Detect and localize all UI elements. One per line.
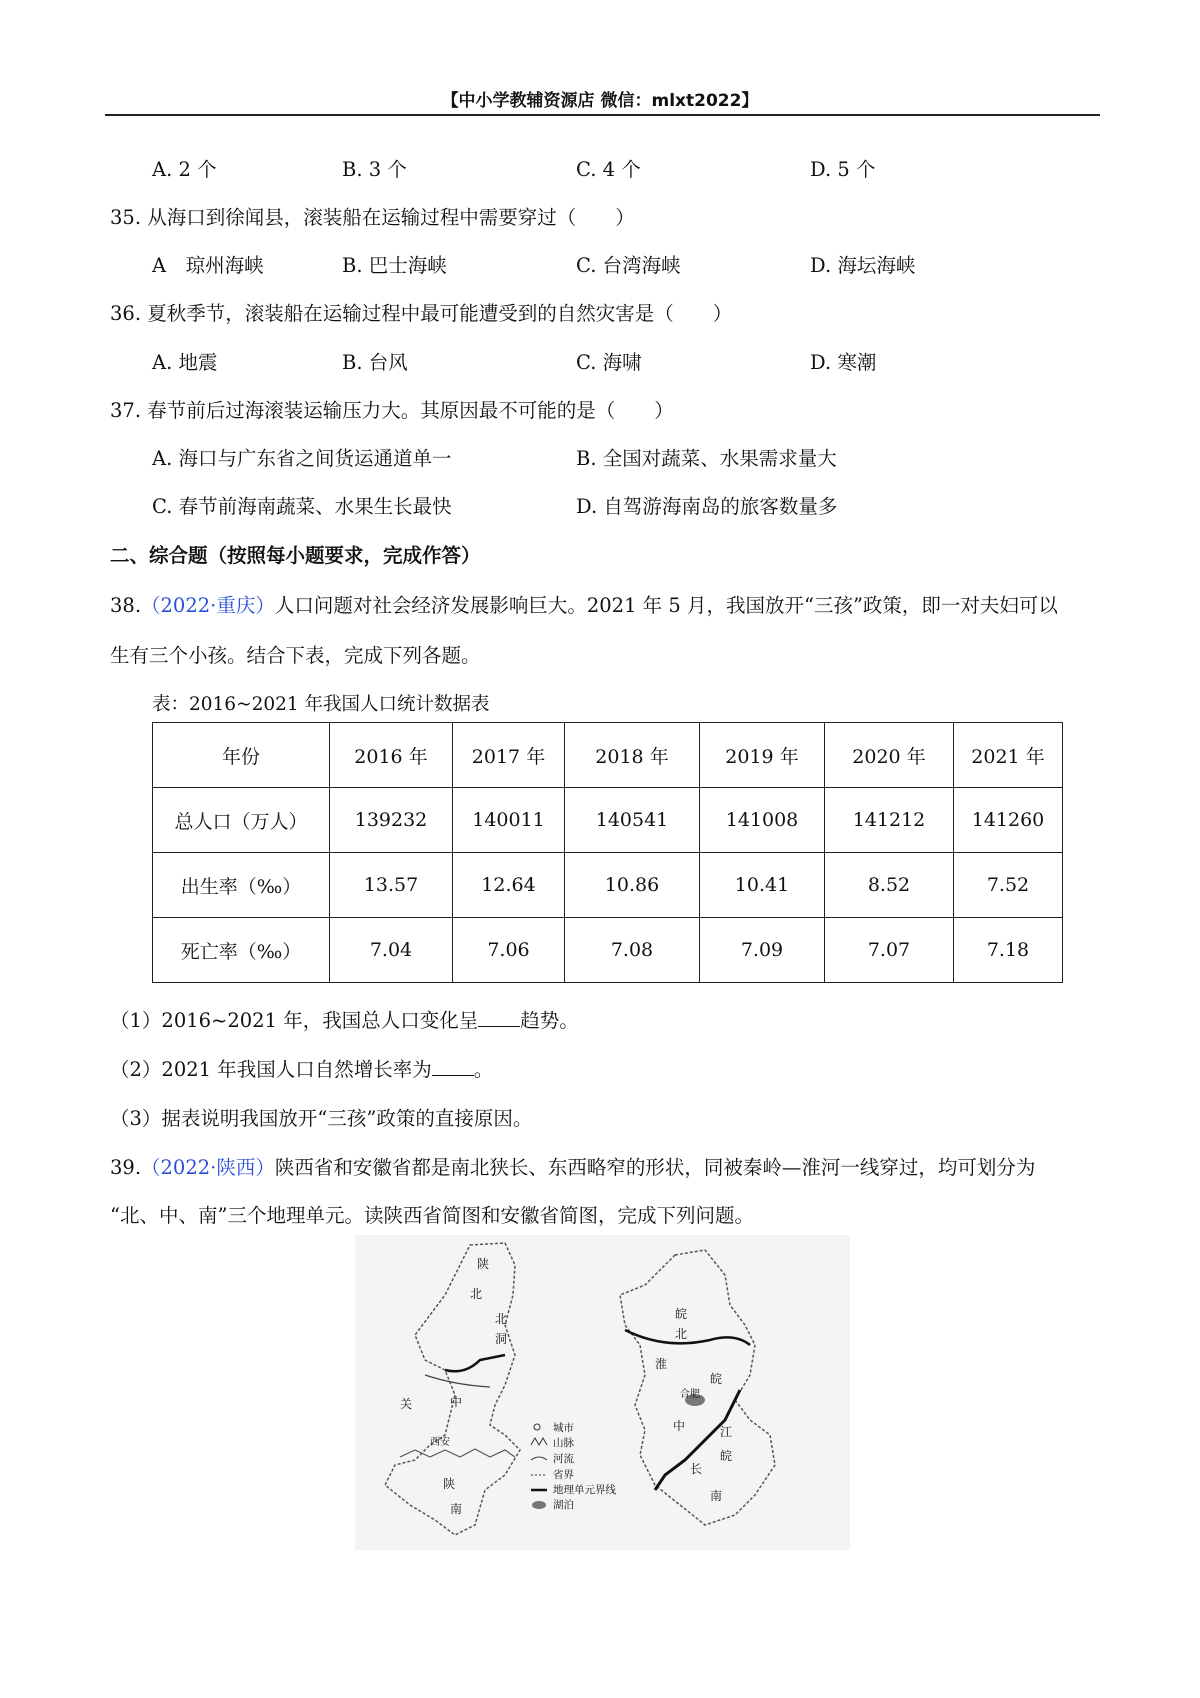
- sub2-tail: 。: [473, 1058, 494, 1081]
- q36-option-d: D. 寒潮: [810, 351, 877, 374]
- sub1-text: （1）2016~2021 年，我国总人口变化呈: [110, 1009, 479, 1032]
- table-cell: 10.86: [565, 853, 700, 918]
- table-caption: 表：2016~2021 年我国人口统计数据表: [152, 694, 490, 715]
- map-label: 陕: [477, 1257, 490, 1271]
- q36-option-c: C. 海啸: [576, 351, 642, 374]
- q36-option-a: A. 地震: [152, 351, 218, 374]
- table-cell: 年份: [153, 723, 330, 788]
- table-cell: 7.08: [565, 918, 700, 983]
- q39-source: （2022·陕西）: [141, 1156, 275, 1179]
- q39-number: 39.: [110, 1156, 142, 1179]
- table-cell: 8.52: [825, 853, 954, 918]
- q39-line2: “北、中、南”三个地理单元。读陕西省简图和安徽省简图，完成下列问题。: [110, 1204, 754, 1227]
- q34-option-a: A. 2 个: [152, 158, 217, 181]
- q37-stem: 37. 春节前后过海滚装运输压力大。其原因最不可能的是（ ）: [110, 399, 674, 422]
- q38-line2: 生有三个小孩。结合下表，完成下列各题。: [110, 644, 481, 667]
- table-row: [153, 788, 1063, 853]
- table-cell: 总人口（万人）: [153, 788, 330, 853]
- q37-option-b: B. 全国对蔬菜、水果需求量大: [576, 447, 837, 470]
- table-cell: 140541: [565, 788, 700, 853]
- map-label: 关: [400, 1397, 413, 1411]
- table-cell: 141212: [825, 788, 954, 853]
- anhui-huai-river: [625, 1330, 750, 1345]
- table-cell: 13.57: [330, 853, 453, 918]
- table-header-row: [153, 723, 1063, 788]
- q38-sub2: [110, 1054, 493, 1082]
- table-cell: 2020 年: [825, 723, 954, 788]
- map-label: 皖: [710, 1372, 723, 1386]
- map-label: 长: [690, 1462, 703, 1476]
- table-cell: 出生率（‰）: [153, 853, 330, 918]
- map-figure: [355, 1235, 850, 1550]
- q36-option-b: B. 台风: [342, 351, 408, 374]
- map-label: 中: [673, 1419, 686, 1433]
- table-row: [153, 918, 1063, 983]
- page-header: 【中小学教辅资源店 微信：mlxt2022】: [441, 91, 759, 111]
- answer-blank[interactable]: [432, 1057, 474, 1076]
- table-cell: 7.04: [330, 918, 453, 983]
- q39-line1: [110, 1152, 1035, 1180]
- legend-label: 河流: [553, 1453, 574, 1465]
- table-cell: 7.07: [825, 918, 954, 983]
- table-cell: 2019 年: [700, 723, 825, 788]
- table-cell: 12.64: [453, 853, 565, 918]
- q35-option-a: A 琼州海峡: [152, 254, 264, 277]
- q34-option-b: B. 3 个: [342, 158, 407, 181]
- table-cell: 7.09: [700, 918, 825, 983]
- map-label: 陕: [443, 1477, 456, 1491]
- qinling-mountains: [400, 1449, 515, 1457]
- q39-text1: 陕西省和安徽省都是南北狭长、东西略窄的形状，同被秦岭—淮河一线穿过，均可划分为: [274, 1156, 1036, 1179]
- q37-option-d: D. 自驾游海南岛的旅客数量多: [576, 495, 838, 518]
- header-divider: [105, 114, 1100, 116]
- section-heading: 二、综合题（按照每小题要求，完成作答）: [110, 544, 481, 567]
- map-svg: [355, 1235, 850, 1550]
- q38-sub3: （3）据表说明我国放开“三孩”政策的直接原因。: [110, 1107, 533, 1130]
- answer-blank[interactable]: [478, 1008, 520, 1027]
- table-cell: 10.41: [700, 853, 825, 918]
- map-label: 北: [675, 1327, 688, 1341]
- q35-option-b: B. 巴士海峡: [342, 254, 447, 277]
- table-cell: 7.06: [453, 918, 565, 983]
- legend-label: 城市: [553, 1422, 574, 1434]
- map-label: 江: [720, 1425, 733, 1439]
- lake-icon: [532, 1501, 546, 1509]
- table-cell: 2018 年: [565, 723, 700, 788]
- table-cell: 2021 年: [954, 723, 1063, 788]
- table-cell: 死亡率（‰）: [153, 918, 330, 983]
- table-cell: 2016 年: [330, 723, 453, 788]
- q35-stem: 35. 从海口到徐闻县，滚装船在运输过程中需要穿过（ ）: [110, 206, 635, 229]
- shaanxi-river: [425, 1375, 490, 1387]
- map-label: 洞: [495, 1332, 508, 1346]
- table-cell: 7.18: [954, 918, 1063, 983]
- legend-label: 地理单元界线: [553, 1484, 616, 1496]
- population-table: [152, 722, 1063, 983]
- river-icon: [531, 1457, 547, 1460]
- legend-label: 湖泊: [553, 1499, 574, 1511]
- map-label: 淮: [655, 1357, 668, 1371]
- table-cell: 140011: [453, 788, 565, 853]
- city-icon: [534, 1424, 540, 1430]
- q36-stem: 36. 夏秋季节，滚装船在运输过程中最可能遭受到的自然灾害是（ ）: [110, 302, 733, 325]
- q35-option-c: C. 台湾海峡: [576, 254, 681, 277]
- table-cell: 139232: [330, 788, 453, 853]
- table-cell: 141260: [954, 788, 1063, 853]
- map-label: 南: [450, 1502, 463, 1516]
- table-cell: 7.52: [954, 853, 1063, 918]
- map-label: 北: [495, 1312, 508, 1326]
- q38-source: （2022·重庆）: [141, 594, 275, 617]
- map-label: 皖: [675, 1307, 688, 1321]
- legend-label: 省界: [553, 1469, 574, 1481]
- q38-text1: 人口问题对社会经济发展影响巨大。2021 年 5 月，我国放开“三孩”政策，即一对夫妇可以: [274, 594, 1058, 617]
- map-label: 合肥: [680, 1389, 700, 1400]
- q37-option-a: A. 海口与广东省之间货运通道单一: [152, 447, 452, 470]
- map-label: 南: [710, 1489, 723, 1503]
- q38-sub1: [110, 1005, 579, 1033]
- mountain-icon: [531, 1438, 547, 1445]
- sub2-text: （2）2021 年我国人口自然增长率为: [110, 1058, 432, 1081]
- map-label: 皖: [720, 1449, 733, 1463]
- map-label: 中: [450, 1395, 463, 1409]
- map-label: 西安: [430, 1437, 450, 1448]
- map-label: 北: [470, 1287, 483, 1301]
- table-cell: 2017 年: [453, 723, 565, 788]
- q35-option-d: D. 海坛海峡: [810, 254, 916, 277]
- table-cell: 141008: [700, 788, 825, 853]
- q38-line1: [110, 590, 1058, 618]
- q34-option-d: D. 5 个: [810, 158, 876, 181]
- q38-number: 38.: [110, 594, 142, 617]
- q37-option-c: C. 春节前海南蔬菜、水果生长最快: [152, 495, 452, 518]
- table-row: [153, 853, 1063, 918]
- q34-option-c: C. 4 个: [576, 158, 641, 181]
- shaanxi-boundary-line: [445, 1355, 505, 1371]
- map-legend: [531, 1424, 547, 1509]
- legend-label: 山脉: [553, 1437, 574, 1449]
- sub1-tail: 趋势。: [520, 1009, 579, 1032]
